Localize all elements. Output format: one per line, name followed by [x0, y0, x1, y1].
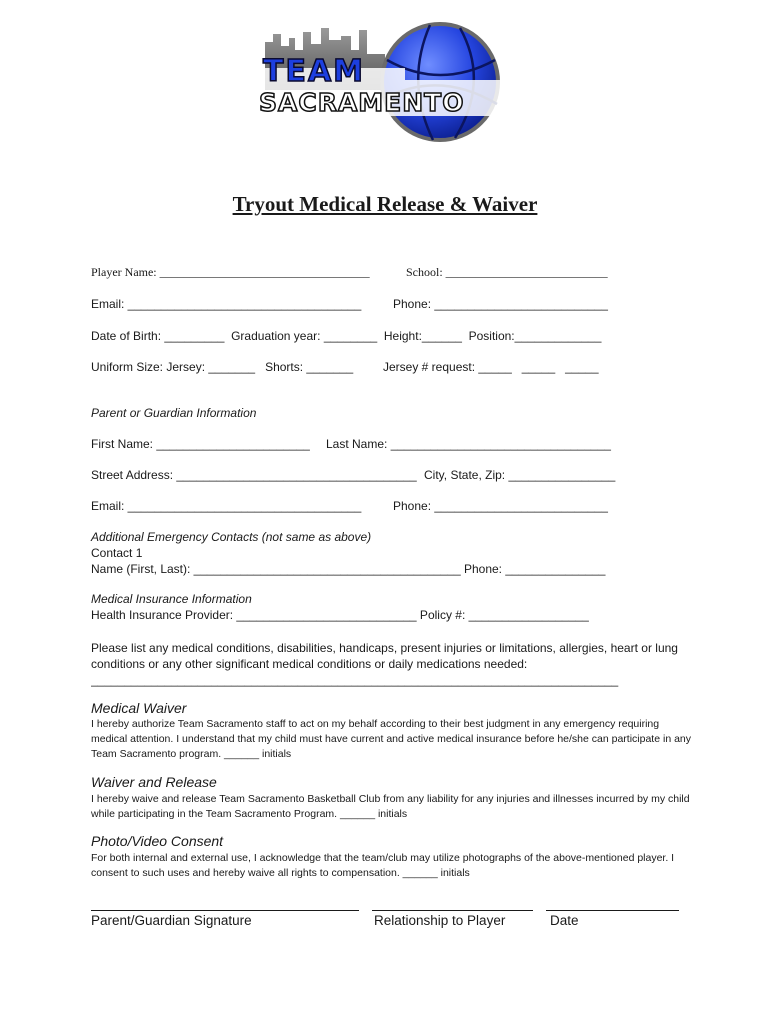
medical-conditions-line[interactable]: _______________________________________________________________________________ — [91, 673, 619, 687]
parent-phone-field[interactable]: Phone: __________________________ — [393, 499, 608, 513]
relationship-label: Relationship to Player — [374, 913, 506, 928]
waiver-release-heading: Waiver and Release — [91, 774, 217, 790]
waiver-release-text: I hereby waive and release Team Sacramento Basketball Club from any liability for any injuries and illnesses incurred by my child while participating in the Team Sacramento Program. ______ initials — [91, 793, 690, 820]
street-address-field[interactable]: Street Address: ____________________________________ — [91, 468, 417, 482]
uniform-size-fields[interactable]: Uniform Size: Jersey: _______ Shorts: _______ — [91, 360, 354, 374]
parent-first-name-field[interactable]: First Name: _______________________ — [91, 437, 310, 451]
parent-info-heading: Parent or Guardian Information — [91, 406, 257, 420]
emergency-name-phone-field[interactable]: Name (First, Last): ________________________________________ Phone: _______________ — [91, 562, 606, 576]
relationship-line[interactable] — [372, 910, 533, 911]
parent-signature-label: Parent/Guardian Signature — [91, 913, 252, 928]
jersey-request-field[interactable]: Jersey # request: _____ _____ _____ — [383, 360, 599, 374]
emergency-heading: Additional Emergency Contacts (not same as above) — [91, 530, 372, 544]
medical-conditions-prompt: Please list any medical conditions, disabilities, handicaps, present injuries or limitations, allergies, heart or lung conditions or any other significant medical conditions or daily medications needed: — [91, 641, 678, 671]
date-label: Date — [550, 913, 579, 928]
photo-consent-heading: Photo/Video Consent — [91, 833, 224, 849]
dob-grad-height-position-fields[interactable]: Date of Birth: _________ Graduation year: ________ Height:______ Position:_____________ — [91, 329, 602, 343]
parent-signature-line[interactable] — [91, 910, 359, 911]
page-title: Tryout Medical Release & Waiver — [232, 192, 538, 216]
player-email-field[interactable]: Email: ___________________________________ — [91, 297, 362, 311]
team-logo — [255, 20, 515, 160]
date-line[interactable] — [546, 910, 679, 911]
player-phone-field[interactable]: Phone: __________________________ — [393, 297, 608, 311]
school-field[interactable]: School: ___________________________ — [406, 265, 608, 279]
emergency-contact-label: Contact 1 — [91, 546, 143, 560]
parent-last-name-field[interactable]: Last Name: _________________________________ — [326, 437, 611, 451]
city-state-zip-field[interactable]: City, State, Zip: ________________ — [424, 468, 616, 482]
logo-team-text: TEAM — [263, 54, 366, 89]
photo-consent-text: For both internal and external use, I acknowledge that the team/club may utilize photographs of the above-mentioned player. I consent to such uses and hereby waive all rights to compensation. ______ initials — [91, 852, 675, 879]
medical-waiver-heading: Medical Waiver — [91, 700, 187, 716]
player-name-field[interactable]: Player Name: ___________________________________ — [91, 265, 370, 279]
logo-sacramento-text: SACRAMENTO — [259, 88, 465, 117]
insurance-heading: Medical Insurance Information — [91, 592, 252, 606]
insurance-provider-policy-field[interactable]: Health Insurance Provider: ___________________________ Policy #: __________________ — [91, 608, 589, 622]
parent-email-field[interactable]: Email: ___________________________________ — [91, 499, 362, 513]
medical-waiver-text: I hereby authorize Team Sacramento staff to act on my behalf according to their best judgment in any emergency requiring medical attention. I understand that my child must have current and active medical insurance before he/she can participate in any Team Sacramento program. ______ initials — [91, 718, 692, 760]
